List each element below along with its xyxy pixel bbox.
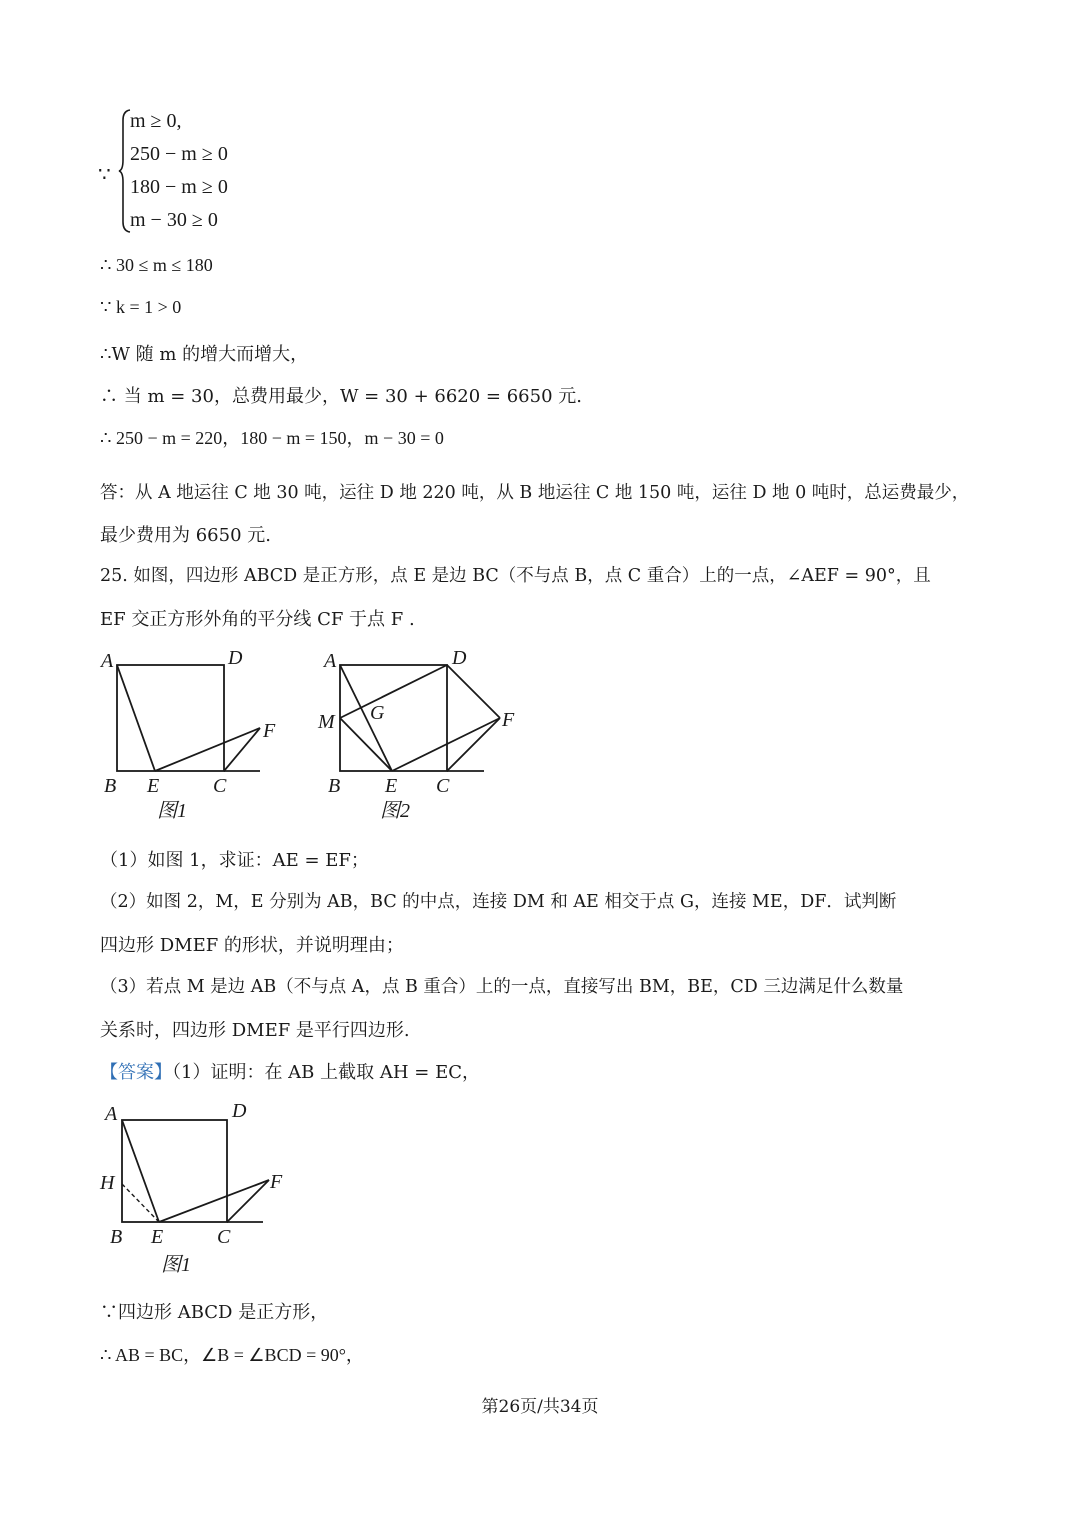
conclusion-range: ∴ 30 ≤ m ≤ 180 [100, 255, 213, 275]
figure-2-caption: 图2 [380, 800, 410, 822]
because-symbol: ∵ [98, 162, 111, 186]
label-c: C [436, 775, 450, 797]
label-d: D [452, 647, 467, 669]
label-a: A [101, 650, 114, 672]
label-c: C [213, 775, 227, 797]
inequality-4: m − 30 ≥ 0 [130, 209, 218, 231]
label-c: C [217, 1226, 231, 1248]
answer-intro [100, 1058, 480, 1084]
label-d: D [228, 647, 243, 669]
figure-1 [95, 645, 295, 835]
answer-line-2: 最少费用为 6650 元. [100, 525, 271, 546]
label-f: F [502, 709, 515, 731]
question-25-line-1: 25. 如图，四边形 ABCD 是正方形，点 E 是边 BC（不与点 B，点 C 重合）上的一点，∠AEF = 90°，且 [100, 566, 931, 586]
label-b: B [110, 1226, 123, 1248]
label-e: E [151, 1226, 164, 1248]
label-b: B [328, 775, 341, 797]
figure-1-caption: 图1 [157, 800, 187, 822]
inequality-2: 250 − m ≥ 0 [130, 143, 228, 165]
slope-statement: ∵ k = 1 > 0 [100, 297, 182, 317]
label-a: A [324, 650, 337, 672]
figure-answer-caption: 图1 [161, 1254, 191, 1276]
label-f: F [263, 720, 276, 742]
question-25-line-2: EF 交正方形外角的平分线 CF 于点 F . [100, 609, 415, 630]
label-m: M [318, 711, 335, 733]
answer-proof-start: （1）证明：在 AB 上截取 AH = EC， [172, 1062, 480, 1083]
part-2-question-line-2: 四边形 DMEF 的形状，并说明理由； [100, 935, 404, 956]
part-3-question-line-1: （3）若点 M 是边 AB（不与点 A，点 B 重合）上的一点，直接写出 BM，BE，CD 三边满足什么数量 [100, 977, 904, 997]
figure-answer [95, 1095, 305, 1285]
label-e: E [385, 775, 398, 797]
label-h: H [100, 1172, 115, 1194]
answer-line-1: 答：从 A 地运往 C 地 30 吨，运往 D 地 220 吨，从 B 地运往 C 地 150 吨，运往 D 地 0 吨时，总运费最少， [100, 483, 970, 503]
label-e: E [147, 775, 160, 797]
part-2-question-line-1: （2）如图 2，M，E 分别为 AB，BC 的中点，连接 DM 和 AE 相交于点 G，连接 ME，DF．试判断 [100, 892, 897, 912]
label-a: A [105, 1103, 118, 1125]
page-footer: 第26页/共34页 [481, 1397, 599, 1417]
minimum-cost-statement: ∴ 当 m = 30，总费用最少，W = 30 + 6620 = 6650 元. [100, 386, 582, 407]
part-3-question-line-2: 关系时，四边形 DMEF 是平行四边形. [100, 1020, 410, 1041]
inequality-3: 180 − m ≥ 0 [130, 176, 228, 198]
part-1-question: （1）如图 1，求证：AE = EF； [100, 850, 369, 871]
label-b: B [104, 775, 117, 797]
monotonic-statement: ∴W 随 m 的增大而增大， [100, 344, 309, 365]
proof-statement-2: ∴ AB = BC，∠B = ∠BCD = 90°， [100, 1345, 364, 1365]
answer-tag: 【答案】 [100, 1062, 172, 1083]
proof-statement-1: ∵四边形 ABCD 是正方形， [100, 1302, 329, 1323]
inequality-1: m ≥ 0, [130, 110, 182, 132]
label-f: F [270, 1171, 283, 1193]
label-d: D [232, 1100, 247, 1122]
label-g: G [370, 702, 385, 724]
allocation-values: ∴ 250 − m = 220，180 − m = 150，m − 30 = 0 [100, 428, 444, 448]
figure-2 [312, 645, 532, 835]
